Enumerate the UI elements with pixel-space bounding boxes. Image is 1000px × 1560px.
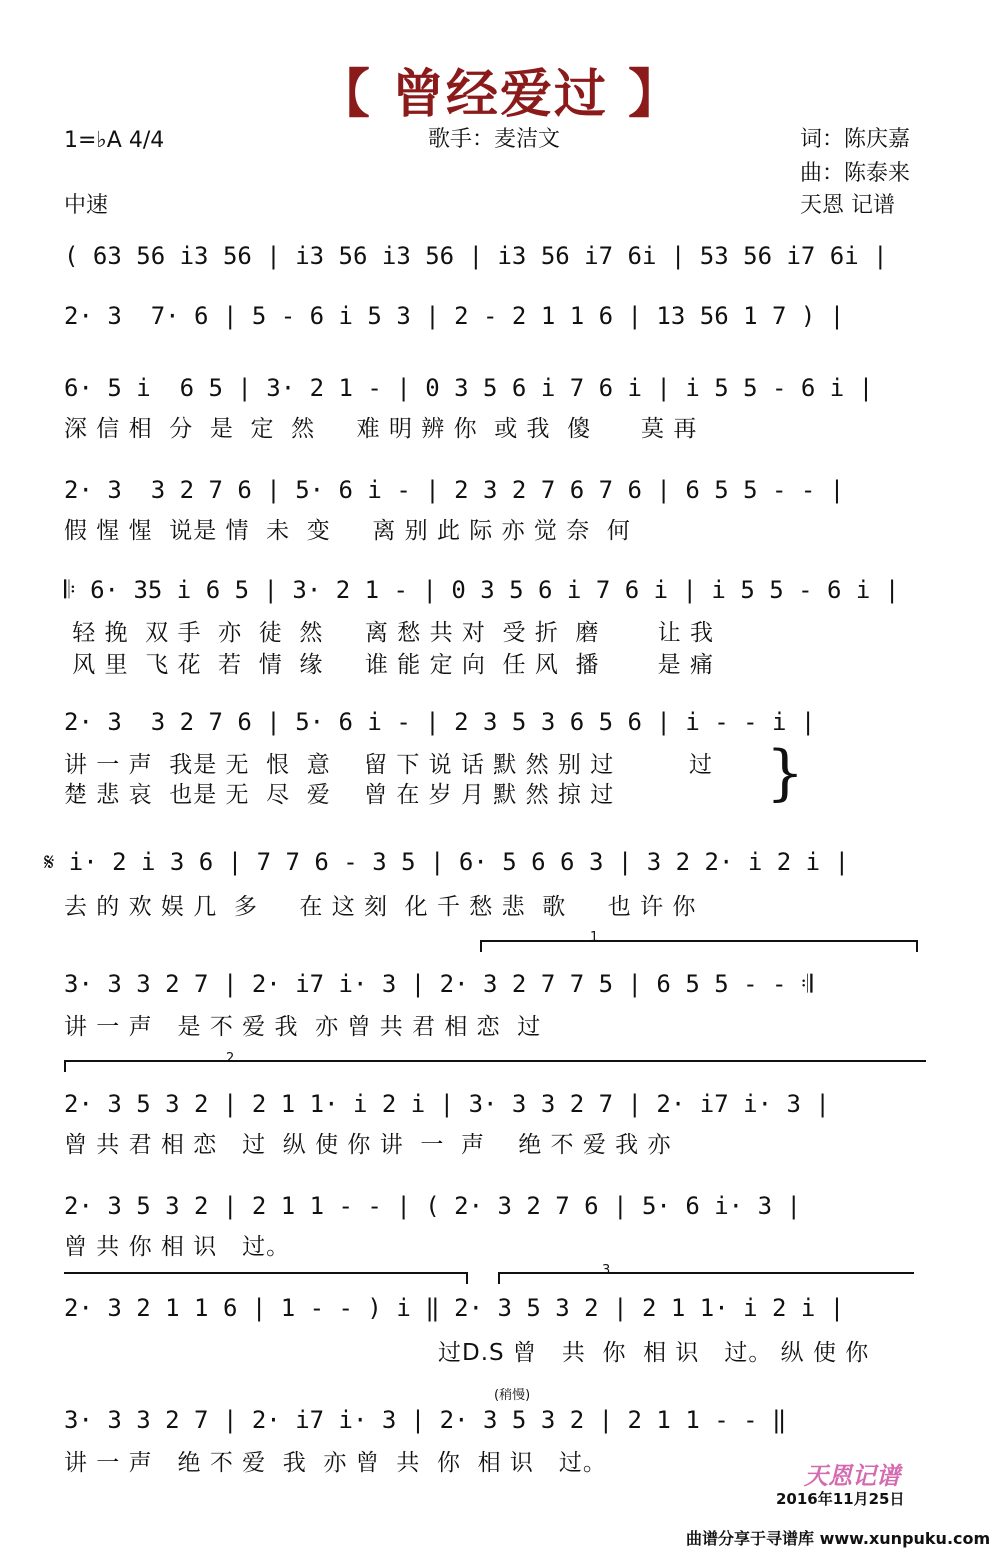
song-title: 【 曾经爱过 】 (317, 65, 683, 125)
score-line-2: 2· 3 7· 6 | 5 - 6 i 5 3 | 2 - 2 1 1 6 | 13 56 1 7 ) | (64, 302, 845, 330)
lyric-line-8: 讲 一 声 是 不 爱 我 亦 曾 共 君 相 恋 过 (64, 1014, 542, 1040)
transcription-date: 2016年11月25日 (776, 1490, 905, 1508)
lyric-brace-icon: } (766, 738, 805, 808)
tempo-marking: 中速 (64, 193, 109, 218)
watermark-stamp: 天恩记谱 (804, 1461, 900, 1490)
lyric-line-12: 讲 一 声 绝 不 爱 我 亦 曾 共 你 相 识 过。 (64, 1450, 607, 1476)
volta-2-bracket (64, 1060, 926, 1062)
composer-credit: 曲：陈泰来 (800, 161, 911, 186)
lyric-line-4: 假 惺 惺 说是 情 未 变 离 别 此 际 亦 觉 奈 何 (64, 518, 631, 544)
volta-3-hook (498, 1272, 500, 1284)
volta-2-number: 2 (226, 1051, 235, 1066)
score-line-4: 2· 3 3 2 7 6 | 5· 6 i - | 2 3 2 7 6 7 6 | 6 5 5 - - | (64, 476, 845, 504)
score-line-6: 2· 3 3 2 7 6 | 5· 6 i - | 2 3 5 3 6 5 6 | i - - i | (64, 708, 816, 736)
tempo-change-marking: (稍慢) (494, 1388, 531, 1403)
lyric-line-5a: 轻 挽 双 手 亦 徒 然 离 愁 共 对 受 折 磨 让 我 (64, 620, 714, 646)
score-line-11: 2· 3 2 1 1 6 | 1 - - ) i ‖ 2· 3 5 3 2 | 2 1 1· i 2 i | (64, 1294, 845, 1322)
end-bracket-left (64, 1272, 468, 1274)
score-line-9: 2· 3 5 3 2 | 2 1 1· i 2 i | 3· 3 3 2 7 | 2· i7 i· 3 | (64, 1090, 830, 1118)
lyric-line-11: 过D.S 曾 共 你 相 识 过。 纵 使 你 (438, 1340, 870, 1366)
volta-3-number: 3 (602, 1263, 611, 1278)
score-line-12: 3· 3 3 2 7 | 2· i7 i· 3 | 2· 3 5 3 2 | 2 1 1 - - ‖ (64, 1406, 787, 1434)
lyric-line-7: 去 的 欢 娱 几 多 在 这 刻 化 千 愁 悲 歌 也 许 你 (64, 894, 697, 920)
transcriber-credit: 天恩 记谱 (800, 193, 895, 218)
lyric-line-10: 曾 共 你 相 识 过。 (64, 1234, 291, 1260)
lyric-line-6b: 楚 悲 哀 也是 无 尽 爱 曾 在 岁 月 默 然 掠 过 (64, 782, 615, 808)
key-signature: 1=♭A 4/4 (64, 128, 165, 153)
lyric-line-3: 深 信 相 分 是 定 然 难 明 辨 你 或 我 傻 莫 再 (64, 416, 698, 442)
volta-3-bracket (498, 1272, 914, 1274)
end-bracket-hook (466, 1272, 468, 1284)
score-line-3: 6· 5 i 6 5 | 3· 2 1 - | 0 3 5 6 i 7 6 i | i 5 5 - 6 i | (64, 374, 874, 402)
score-line-8: 3· 3 3 2 7 | 2· i7 i· 3 | 2· 3 2 7 7 5 | 6 5 5 - - 𝄇 (64, 970, 813, 998)
footer-credit: 曲谱分享于寻谱库 www.xunpuku.com (686, 1529, 991, 1548)
lyric-line-9: 曾 共 君 相 恋 过 纵 使 你 讲 一 声 绝 不 爱 我 亦 (64, 1132, 672, 1158)
volta-1-hook (480, 940, 482, 952)
volta-1-hook-end (916, 940, 918, 952)
score-line-10: 2· 3 5 3 2 | 2 1 1 - - | ( 2· 3 2 7 6 | 5· 6 i· 3 | (64, 1192, 801, 1220)
lyricist-credit: 词：陈庆嘉 (800, 127, 911, 152)
score-line-7: 𝄋 i· 2 i 3 6 | 7 7 6 - 3 5 | 6· 5 6 6 3 | 3 2 2· i 2 i | (44, 848, 850, 876)
volta-1-bracket (480, 940, 918, 942)
singer-credit: 歌手：麦洁文 (428, 127, 561, 152)
volta-2-hook (64, 1060, 66, 1072)
score-line-1: ( 63 56 i3 56 | i3 56 i3 56 | i3 56 i7 6i | 53 56 i7 6i | (64, 242, 888, 270)
volta-1-number: 1 (590, 930, 599, 945)
lyric-line-6a: 讲 一 声 我是 无 恨 意 留 下 说 话 默 然 别 过 过 (64, 752, 714, 778)
score-line-5: 𝄆 6· 35 i 6 5 | 3· 2 1 - | 0 3 5 6 i 7 6 i | i 5 5 - 6 i | (64, 576, 900, 604)
lyric-line-5b: 风 里 飞 花 若 情 缘 谁 能 定 向 任 风 播 是 痛 (64, 652, 714, 678)
